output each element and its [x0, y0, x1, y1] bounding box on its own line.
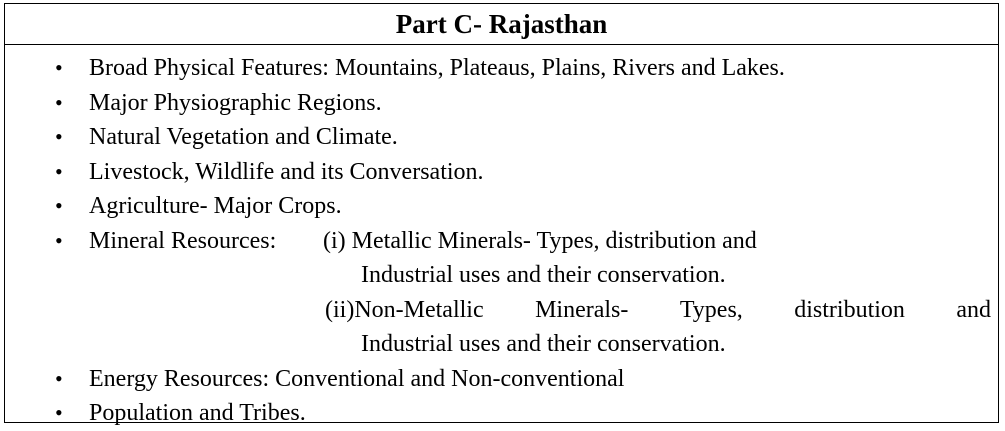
metallic-minerals-line: (i) Metallic Minerals- Types, distribution and: [323, 227, 757, 254]
bullet-icon: •: [55, 193, 63, 218]
list-item: [5, 51, 998, 86]
bullet-icon: •: [55, 89, 63, 115]
list-item: [5, 155, 998, 190]
list-item-text: Major Physiographic Regions.: [89, 89, 382, 116]
topic-list: [5, 45, 998, 431]
bullet-icon: •: [55, 55, 63, 80]
table-header: [5, 4, 998, 45]
metallic-minerals-continuation: Industrial uses and their conservation.: [361, 262, 726, 288]
list-item-continuation: [5, 327, 998, 362]
non-metallic-word: distribution: [794, 296, 905, 323]
list-item-text: Natural Vegetation and Climate.: [89, 124, 398, 150]
list-item-text: Agriculture- Major Crops.: [89, 193, 342, 219]
non-metallic-word: Types,: [679, 296, 743, 323]
non-metallic-word: (ii)Non-Metallic: [325, 296, 484, 323]
bullet-icon: •: [55, 400, 63, 425]
list-item-continuation: [5, 293, 998, 328]
list-item-mineral-resources: [5, 224, 998, 259]
non-metallic-word: and: [956, 296, 991, 323]
list-item-text: Livestock, Wildlife and its Conversation.: [89, 158, 484, 185]
section-title: Part C- Rajasthan: [395, 8, 608, 39]
list-item-text: Energy Resources: Conventional and Non-conventional: [89, 365, 625, 392]
list-item: [5, 396, 998, 431]
bullet-icon: •: [55, 158, 63, 184]
list-item: [5, 120, 998, 155]
list-item-continuation: [5, 258, 998, 293]
list-item-text: Broad Physical Features: Mountains, Plateaus, Plains, Rivers and Lakes.: [89, 55, 785, 81]
non-metallic-minerals-continuation: Industrial uses and their conservation.: [361, 331, 726, 357]
bullet-icon: •: [55, 227, 63, 253]
non-metallic-minerals-line: [325, 293, 991, 327]
bullet-icon: •: [55, 124, 63, 149]
syllabus-table: [4, 3, 999, 426]
list-item: [5, 189, 998, 224]
list-item: [5, 362, 998, 397]
list-item: [5, 86, 998, 121]
non-metallic-word: Minerals-: [535, 296, 629, 323]
list-item-text: Population and Tribes.: [89, 400, 306, 426]
list-item-text: Mineral Resources:: [89, 227, 277, 254]
bullet-icon: •: [55, 365, 63, 391]
